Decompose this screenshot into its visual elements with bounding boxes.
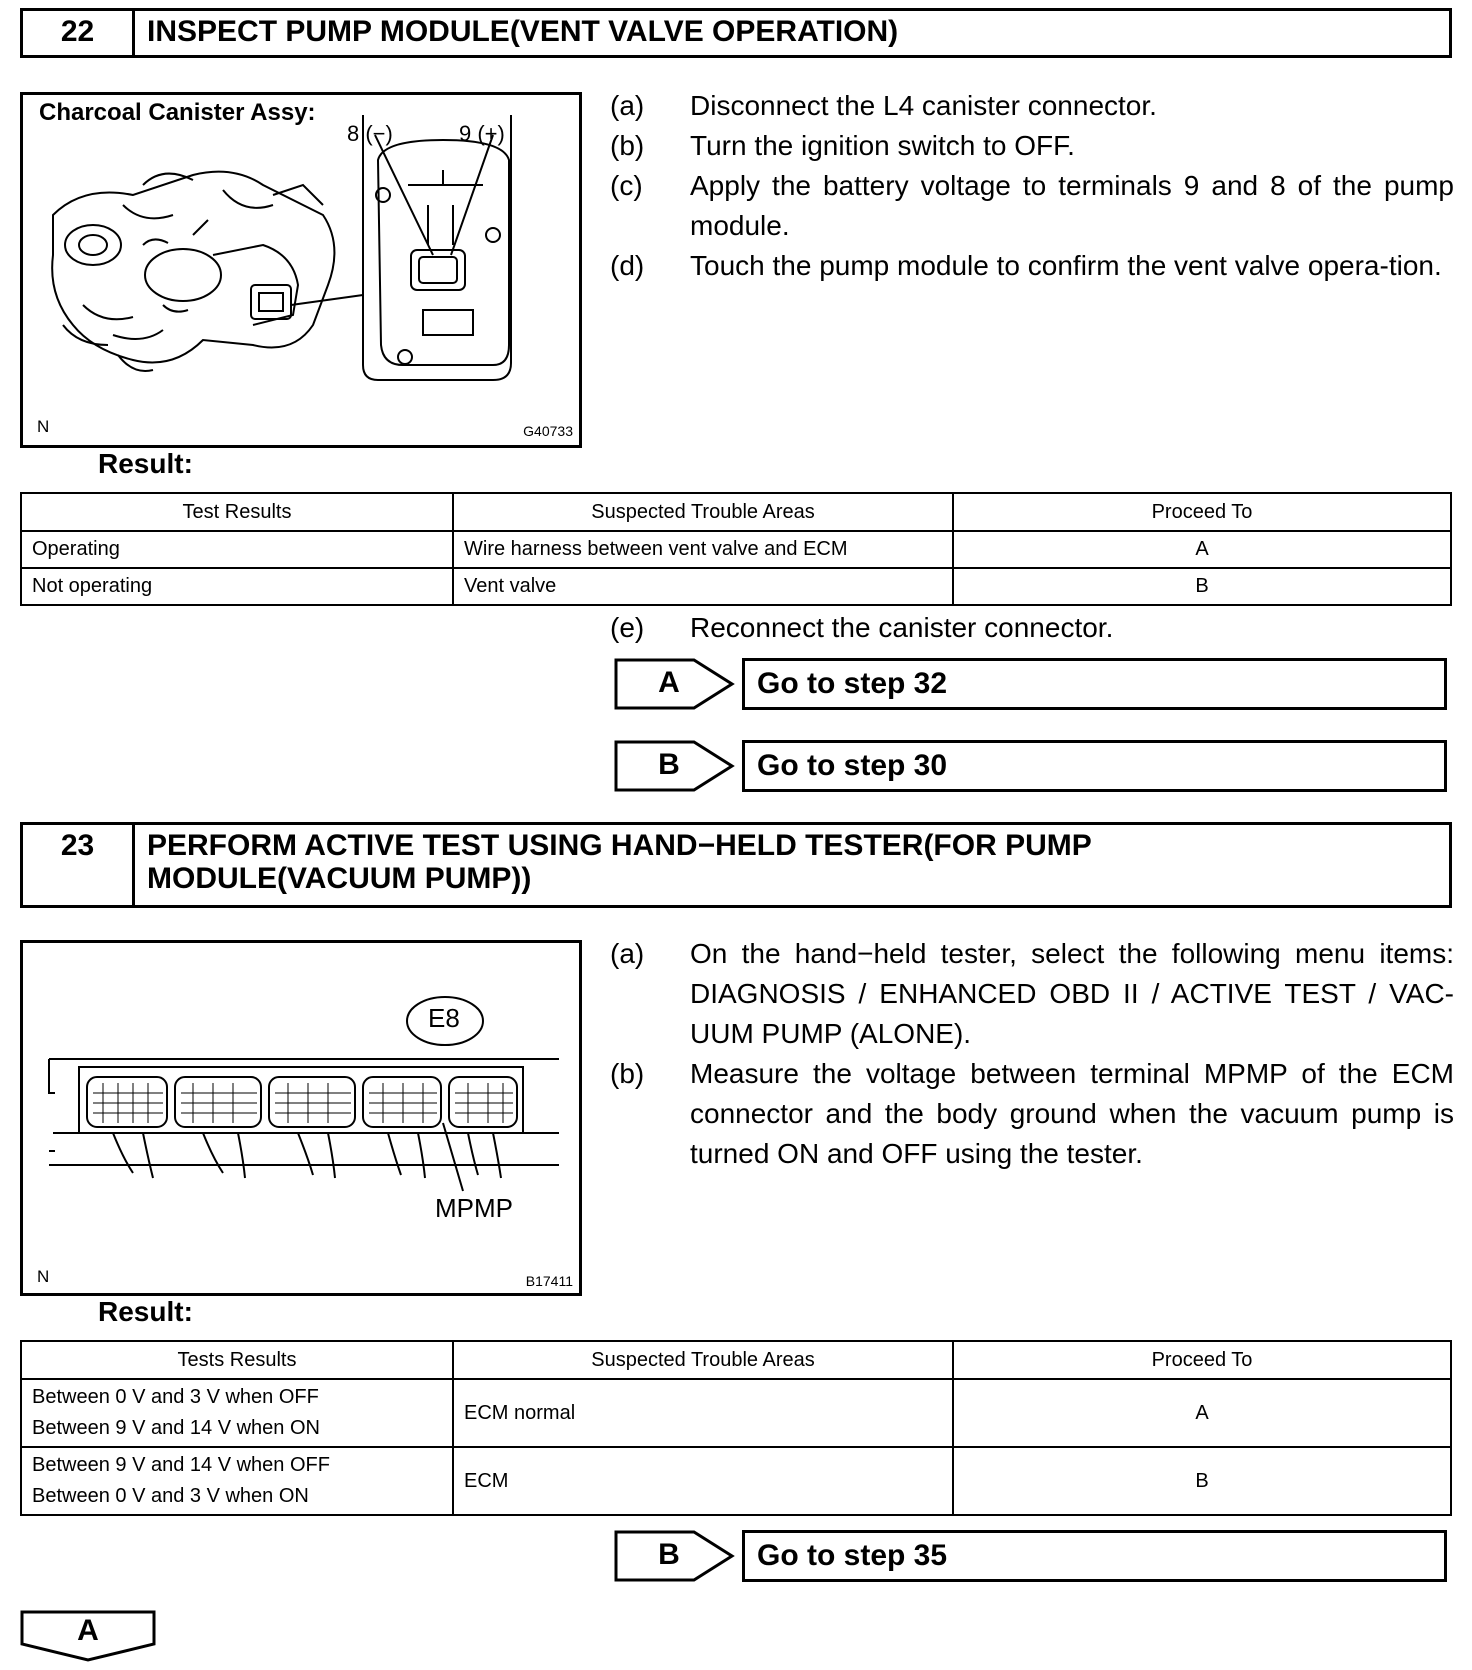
table-cell: Wire harness between vent valve and ECM <box>453 531 953 568</box>
branch-b-step-35[interactable] <box>614 1530 1447 1582</box>
table-header: Tests Results <box>21 1341 453 1379</box>
table-cell <box>21 1379 453 1447</box>
branch-tag-label: A <box>658 666 680 699</box>
table-header-row <box>21 493 1451 531</box>
branch-target: Go to step 32 <box>742 658 1447 710</box>
branch-tag-label: B <box>658 1538 680 1571</box>
instruction-item <box>610 608 1454 648</box>
branch-tag <box>614 1530 736 1582</box>
branch-target: Go to step 35 <box>742 1530 1447 1582</box>
instruction-text: Measure the voltage between terminal MPMP of the ECM connector and the body ground when the vacuum pump is turned ON and OFF using the tester. <box>690 1058 1454 1169</box>
branch-a-step-32[interactable] <box>614 658 1447 710</box>
instruction-item <box>610 166 1454 246</box>
instruction-letter: (a) <box>610 90 645 121</box>
instruction-item <box>610 1054 1454 1174</box>
instruction-item <box>610 126 1454 166</box>
step-22-title: INSPECT PUMP MODULE(VENT VALVE OPERATION) <box>147 15 899 48</box>
mpmp-terminal-label: MPMP <box>435 1193 513 1223</box>
instruction-text: Disconnect the L4 canister connector. <box>690 90 1157 121</box>
table-header: Proceed To <box>953 1341 1451 1379</box>
instruction-text: Reconnect the canister connector. <box>690 612 1114 643</box>
branch-target: Go to step 30 <box>742 740 1447 792</box>
table-cell <box>21 1447 453 1515</box>
table-cell: Vent valve <box>453 568 953 605</box>
table-header: Proceed To <box>953 493 1451 531</box>
figure-code: B17411 <box>525 1273 573 1289</box>
result-line: Between 9 V and 14 V when OFF <box>32 1454 330 1476</box>
step-23-result-table <box>20 1340 1452 1516</box>
ecm-connector-illustration <box>23 943 579 1293</box>
table-header-row <box>21 1341 1451 1379</box>
step-23-title-line1: PERFORM ACTIVE TEST USING HAND−HELD TESTER(FOR PUMP <box>147 829 1092 862</box>
instruction-text: Touch the pump module to confirm the vent valve opera-tion. <box>690 250 1442 281</box>
table-header: Suspected Trouble Areas <box>453 1341 953 1379</box>
step-22-number: 22 <box>23 11 135 55</box>
figure-corner-mark: N <box>37 1267 50 1286</box>
instruction-letter: (a) <box>610 938 645 969</box>
instruction-item <box>610 934 1454 1054</box>
step-23-number: 23 <box>23 825 135 905</box>
step-23-title <box>135 825 1449 905</box>
table-header: Test Results <box>21 493 453 531</box>
instruction-text: On the hand−held tester, select the following menu items: DIAGNOSIS / ENHANCED OBD II / ACTIVE TEST / VAC-UUM PUMP (ALONE). <box>690 938 1454 1049</box>
canister-caption: Charcoal Canister Assy: <box>39 99 316 126</box>
table-row <box>21 568 1451 605</box>
table-cell: A <box>953 1379 1451 1447</box>
canister-illustration <box>23 95 579 445</box>
instruction-letter: (c) <box>610 170 643 201</box>
branch-tag-label: B <box>658 748 680 781</box>
continue-a-tag[interactable] <box>20 1610 156 1662</box>
branch-tag <box>614 658 736 710</box>
continue-tag-label: A <box>77 1614 99 1647</box>
ecm-connector-label: E8 <box>428 1003 460 1033</box>
branch-tag <box>614 740 736 792</box>
instruction-text: Apply the battery voltage to terminals 9 and 8 of the pump module. <box>690 170 1454 241</box>
branch-b-step-30[interactable] <box>614 740 1447 792</box>
canister-figure <box>20 92 582 448</box>
step-22-instructions <box>610 86 1454 286</box>
instruction-item <box>610 246 1454 286</box>
result-line: Between 0 V and 3 V when ON <box>32 1485 309 1507</box>
table-cell: Operating <box>21 531 453 568</box>
terminal-9-label: 9 (+) <box>459 121 505 146</box>
figure-corner-mark: N <box>37 417 50 436</box>
table-cell: A <box>953 531 1451 568</box>
result-line: Between 9 V and 14 V when ON <box>32 1417 320 1439</box>
table-cell: ECM <box>453 1447 953 1515</box>
table-cell: Not operating <box>21 568 453 605</box>
step-22-result-label: Result: <box>98 448 193 479</box>
step-23-header <box>20 822 1452 908</box>
terminal-8-label: 8 (−) <box>347 121 393 146</box>
step-22-after-instruction <box>610 608 1454 648</box>
instruction-letter: (d) <box>610 250 645 281</box>
table-row <box>21 1447 1451 1515</box>
instruction-letter: (b) <box>610 130 645 161</box>
ecm-connector-figure <box>20 940 582 1296</box>
figure-code: G40733 <box>523 423 573 439</box>
table-row <box>21 531 1451 568</box>
instruction-text: Turn the ignition switch to OFF. <box>690 130 1075 161</box>
table-cell: B <box>953 1447 1451 1515</box>
step-22-result-table <box>20 492 1452 606</box>
instruction-letter: (e) <box>610 612 645 643</box>
step-23-instructions <box>610 934 1454 1174</box>
instruction-letter: (b) <box>610 1058 645 1089</box>
result-line: Between 0 V and 3 V when OFF <box>32 1386 319 1408</box>
table-row <box>21 1379 1451 1447</box>
table-cell: ECM normal <box>453 1379 953 1447</box>
step-23-title-line2: MODULE(VACUUM PUMP)) <box>147 862 532 895</box>
table-header: Suspected Trouble Areas <box>453 493 953 531</box>
instruction-item <box>610 86 1454 126</box>
step-23-result-label: Result: <box>98 1296 193 1327</box>
step-22-header <box>20 8 1452 58</box>
table-cell: B <box>953 568 1451 605</box>
